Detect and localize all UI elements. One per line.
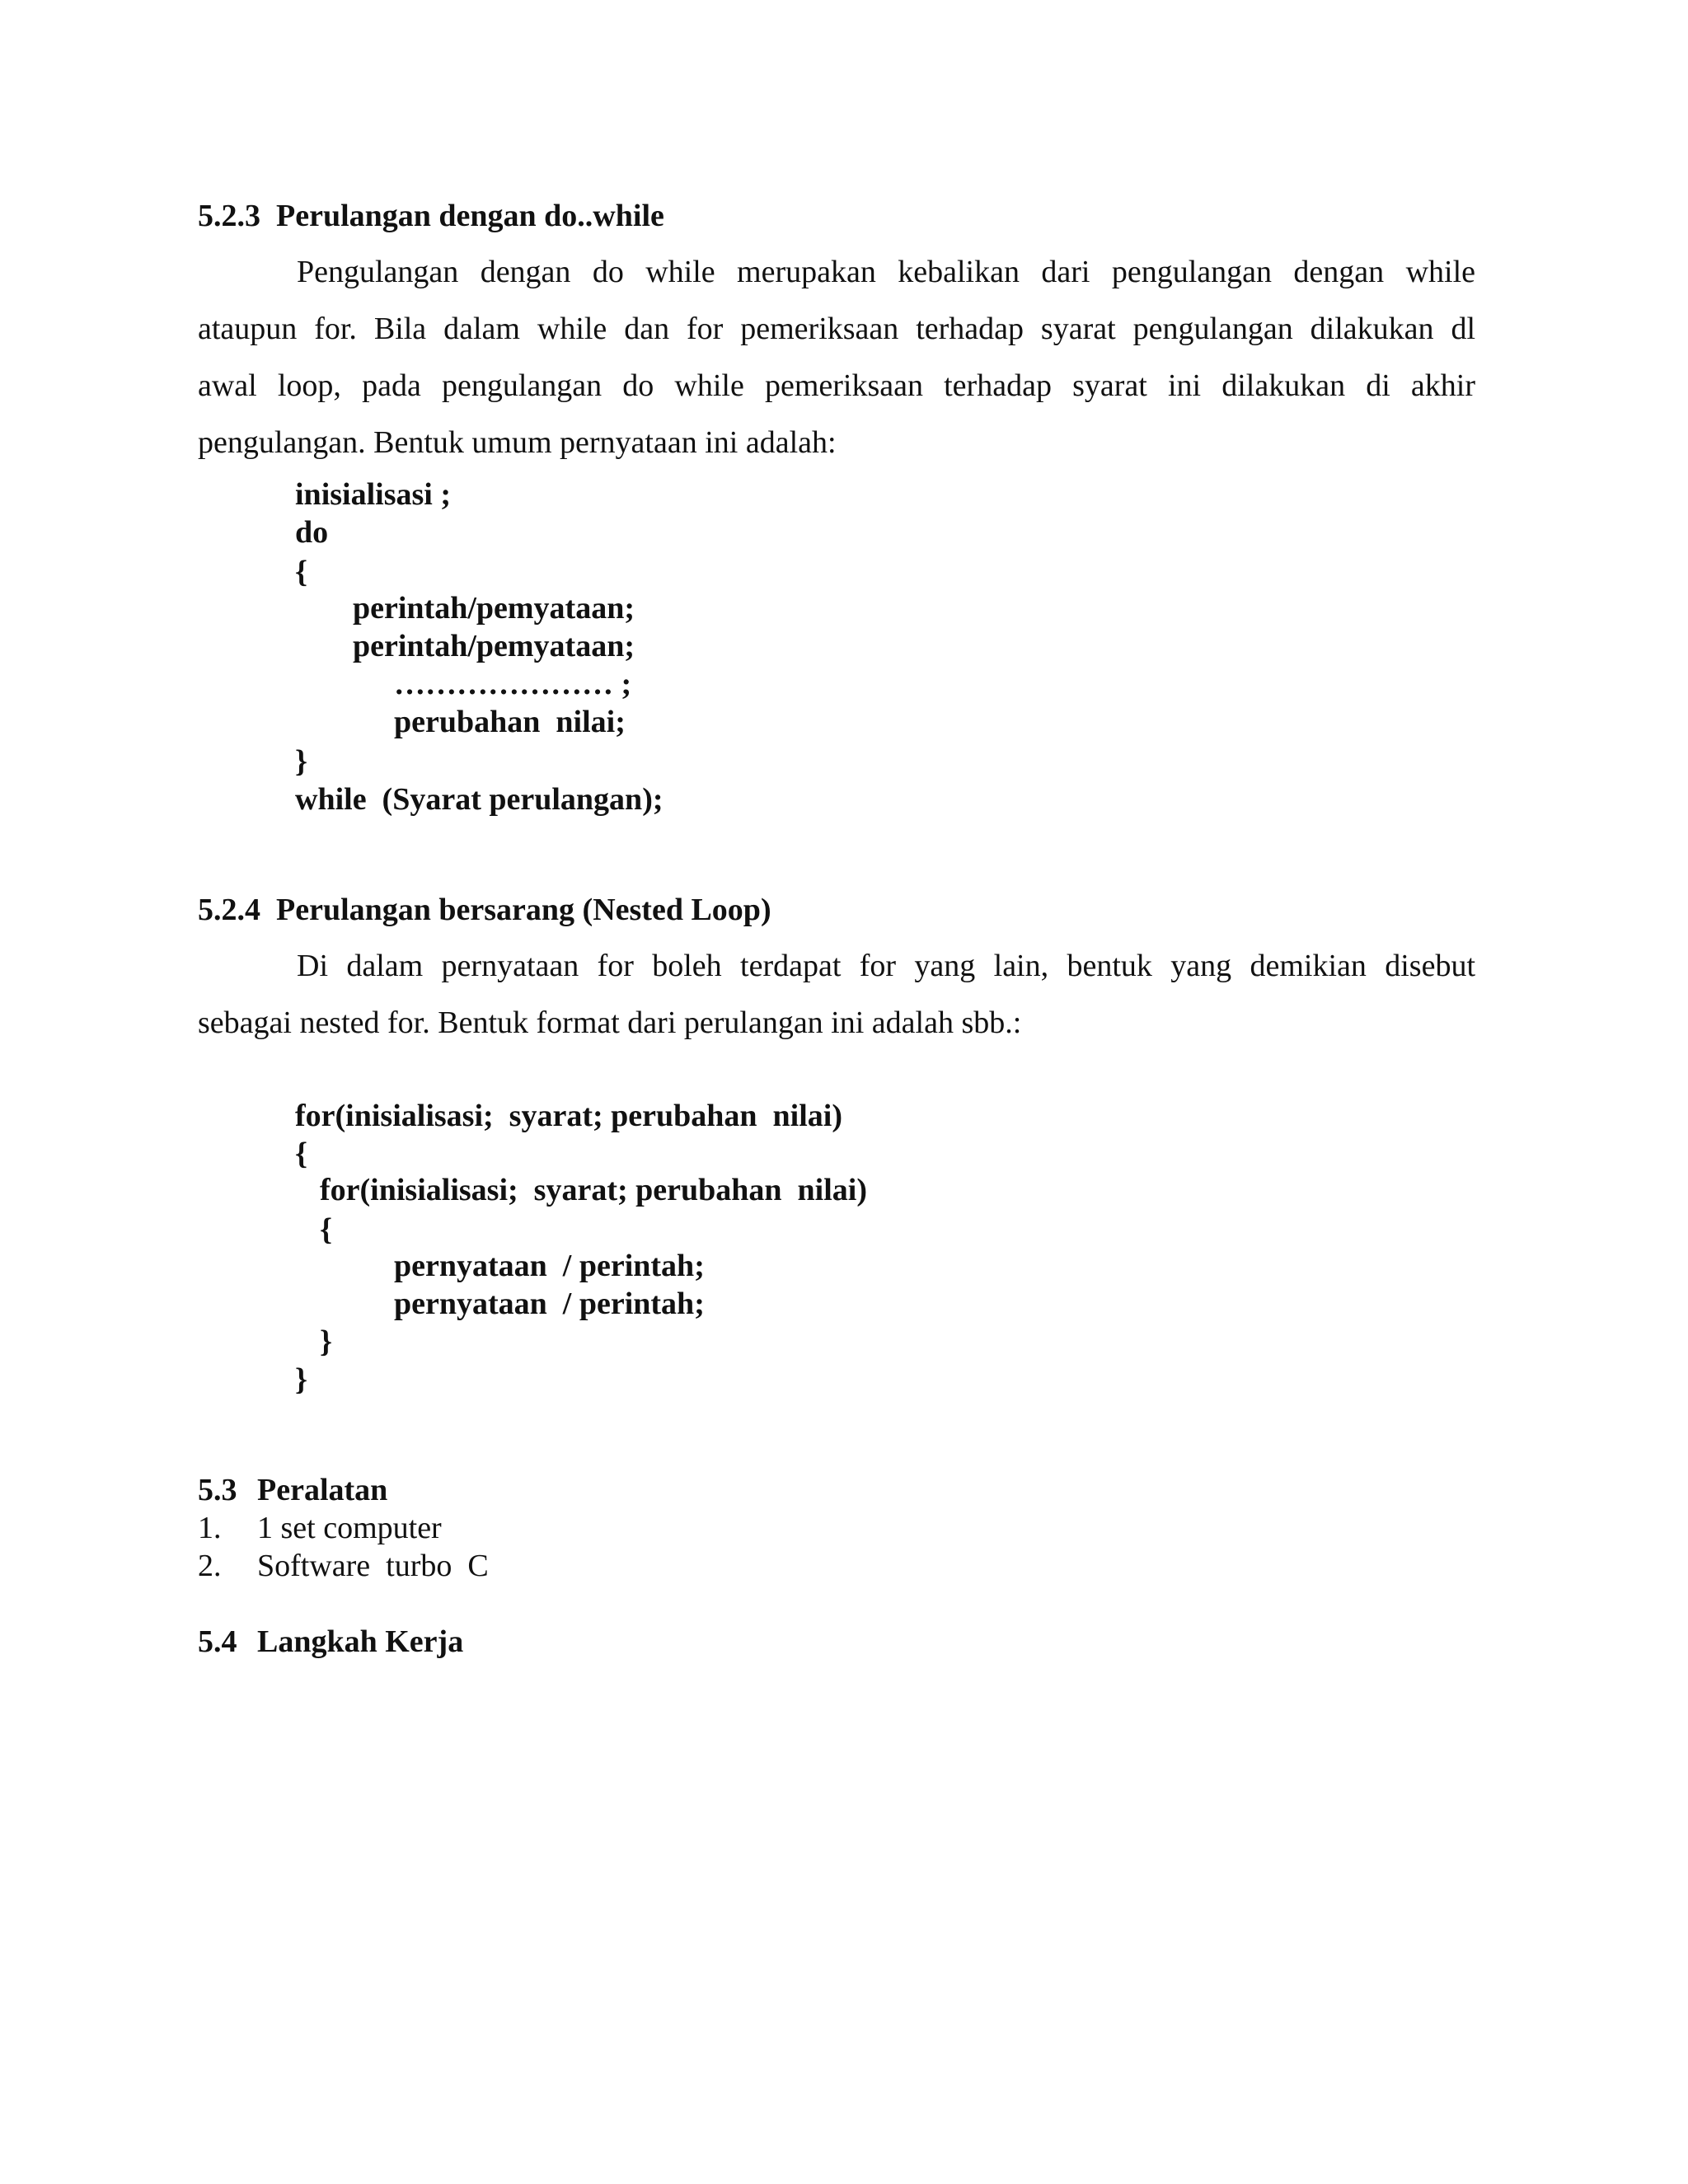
section-number: 5.2.4: [198, 893, 260, 927]
code-line: inisialisasi ;: [295, 477, 451, 512]
code-line: }: [320, 1324, 332, 1359]
list-item-number: 1.: [198, 1511, 222, 1545]
paragraph-line: sebagai nested for. Bentuk format dari perulangan ini adalah sbb.:: [198, 1005, 1022, 1040]
section-title: Perulangan dengan do..while: [276, 199, 664, 233]
paragraph-line: awal loop, pada pengulangan do while pemeriksaan terhadap syarat ini dilakukan di akhir: [198, 368, 1475, 403]
section-number: 5.4: [198, 1624, 237, 1659]
code-line: {: [320, 1212, 332, 1247]
code-line: while (Syarat perulangan);: [295, 782, 663, 817]
section-title: Langkah Kerja: [257, 1624, 464, 1659]
code-line: perintah/pemyataan;: [353, 629, 635, 663]
code-line: }: [295, 1362, 307, 1397]
code-line: }: [295, 744, 307, 779]
code-line: pernyataan / perintah;: [394, 1286, 705, 1321]
list-item-text: Software turbo C: [257, 1549, 489, 1583]
section-5-4-heading: [198, 1624, 237, 1660]
section-title: Perulangan bersarang (Nested Loop): [276, 893, 771, 927]
code-line: perubahan nilai;: [394, 705, 626, 739]
code-line: do: [295, 515, 329, 550]
paragraph-line: Pengulangan dengan do while merupakan kebalikan dari pengulangan dengan while: [297, 255, 1475, 289]
paragraph-line: pengulangan. Bentuk umum pernyataan ini adalah:: [198, 425, 837, 460]
section-title: Peralatan: [257, 1473, 388, 1507]
section-number: 5.3: [198, 1473, 237, 1507]
section-5-3-heading: [198, 1472, 237, 1508]
code-line: ………………… ;: [394, 667, 632, 701]
code-line: pernyataan / perintah;: [394, 1249, 705, 1283]
list-item-text: 1 set computer: [257, 1511, 442, 1545]
paragraph-line: ataupun for. Bila dalam while dan for pemeriksaan terhadap syarat pengulangan dilakukan dl: [198, 312, 1475, 346]
paragraph-line: Di dalam pernyataan for boleh terdapat for yang lain, bentuk yang demikian disebut: [297, 949, 1475, 983]
code-line: for(inisialisasi; syarat; perubahan nilai): [320, 1173, 867, 1207]
section-5-2-4-paragraph: [198, 938, 1475, 1052]
code-line: for(inisialisasi; syarat; perubahan nilai): [295, 1099, 842, 1133]
section-number: 5.2.3: [198, 199, 260, 233]
code-line: {: [295, 555, 307, 589]
code-line: {: [295, 1137, 307, 1171]
list-item-number: 2.: [198, 1549, 222, 1583]
section-5-2-3-heading: [198, 198, 664, 234]
code-line: perintah/pemyataan;: [353, 591, 635, 626]
section-5-2-4-heading: [198, 892, 771, 928]
section-5-2-3-paragraph: [198, 244, 1475, 471]
